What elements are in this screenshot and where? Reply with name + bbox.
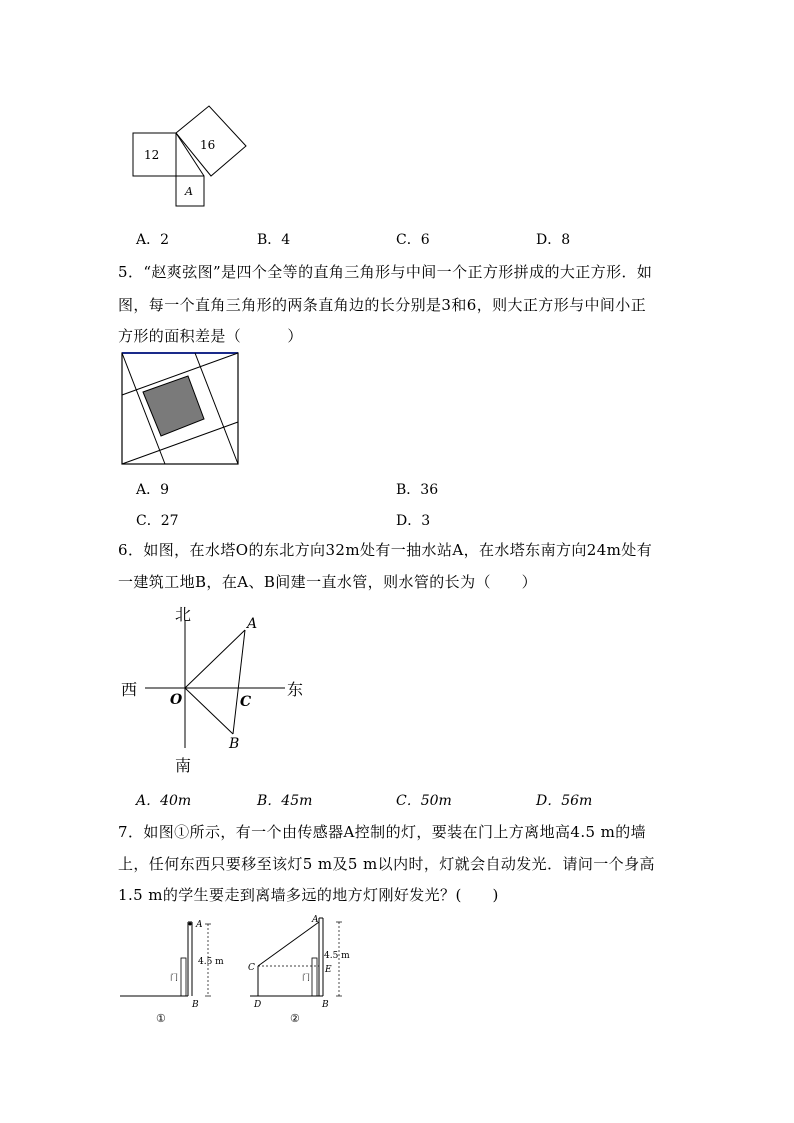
q7-figure-2 [240,912,355,1027]
label-O: O [170,692,183,708]
label-E: E [325,965,332,975]
caption-2: ② [290,1012,300,1025]
q5-text-line-1: 5．“赵爽弦图”是四个全等的直角三角形与中间一个正方形拼成的大正方形．如 [118,263,653,281]
q6-option-b: B．45m [257,793,313,809]
label-D: D [254,1000,262,1010]
label-west: 西 [121,680,138,699]
inner-square [143,376,204,436]
label-height: 4.5 m [324,951,350,961]
label-A: A [312,915,319,925]
label-16: 16 [200,138,216,152]
q5-option-b: B．36 [396,482,439,498]
q6-option-c: C．50m [396,793,452,809]
label-C: C [240,694,252,710]
q5-text-line-2: 图，每一个直角三角形的两条直角边的长分别是3和6，则大正方形与中间小正 [118,296,647,314]
q4-option-a: A．2 [136,232,170,248]
q6-text-line-1: 6．如图，在水塔O的东北方向32m处有一抽水站A，在水塔东南方向24m处有 [118,541,653,559]
q7-figure-1 [118,912,228,1027]
q5-zhao-shuang-figure [120,350,240,467]
label-door: 门 [170,973,178,982]
q4-figure [125,100,255,215]
label-A: A [247,616,258,632]
label-C: C [248,963,255,973]
q4-option-d: D．8 [536,232,571,248]
label-B: B [192,1000,199,1010]
label-height: 4.5 m [198,957,224,967]
q7-text-line-3: 1.5 m的学生要走到离墙多远的地方灯刚好发光？( ) [118,886,499,904]
label-north: 北 [175,605,192,624]
label-B: B [322,1000,329,1010]
q5-text-line-3: 方形的面积差是（ ） [118,327,303,345]
label-12: 12 [144,148,160,162]
q4-option-b: B．4 [257,232,291,248]
label-south: 南 [175,756,192,775]
q7-text-line-1: 7．如图①所示，有一个由传感器A控制的灯，要装在门上方离地高4.5 m的墙 [118,823,647,841]
q5-option-c: C．27 [136,513,179,529]
label-A: A [196,920,203,930]
label-door: 门 [302,973,310,982]
q6-option-d: D．56m [536,793,593,809]
q7-text-line-2: 上，任何东西只要移至该灯5 m及5 m以内时，灯就会自动发光．请问一个身高 [118,855,655,873]
q5-option-d: D．3 [396,513,431,529]
q6-text-line-2: 一建筑工地B，在A、B间建一直水管，则水管的长为（ ） [118,573,538,591]
q5-option-a: A．9 [136,482,170,498]
label-B: B [229,736,240,752]
q6-compass-figure [115,598,315,778]
label-east: 东 [287,680,304,699]
caption-1: ① [156,1012,166,1025]
q4-option-c: C．6 [396,232,430,248]
q6-option-a: A．40m [136,793,192,809]
label-A: A [185,185,193,198]
